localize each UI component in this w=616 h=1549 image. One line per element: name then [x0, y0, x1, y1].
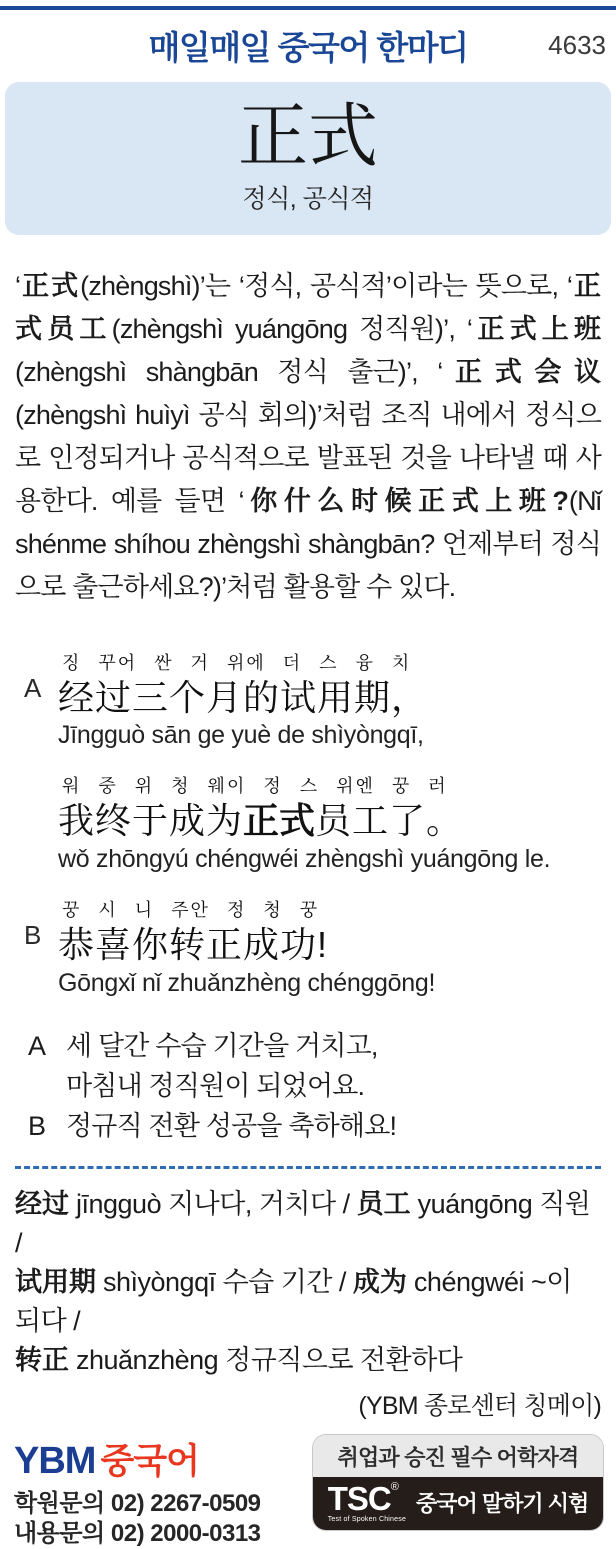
text-segment: yuángōng 직원 / [15, 1188, 591, 1258]
chinese-sentence [58, 798, 616, 845]
korean-pronunciation: 징 꾸어 싼 거 위에 더 스 융 치 [62, 652, 412, 673]
ybm-logo [14, 1434, 261, 1484]
tsc-logo [327, 1479, 407, 1523]
page-title: 매일매일 중국어 한마디 [148, 29, 468, 66]
text-segment: 员工了。 [315, 800, 464, 842]
text-segment: 恭喜你转正成功! [58, 924, 329, 966]
text-segment: jīngguò 지나다, 거치다 / [69, 1188, 357, 1219]
hanzi-emphasis: 转正 [15, 1344, 69, 1375]
tsc-badge [312, 1434, 604, 1531]
text-segment: ‘ [15, 270, 21, 301]
pinyin-line: Jīngguò sān ge yuè de shìyòngqī, [58, 721, 424, 750]
contact-line: 내용문의 02) 2000-0313 [14, 1519, 261, 1547]
text-segment: (Nǐ shénme shíhou zhèngshì shàngbān? 언제부터 정식으로 출근하세요?)’처럼 활용할 수 있다. [15, 485, 601, 602]
speaker-label [28, 1066, 66, 1106]
ybm-logo-text: YBM [14, 1439, 96, 1482]
footer [14, 1434, 604, 1549]
text-segment: shìyòngqī 수습 기간 / [96, 1266, 353, 1297]
tsc-logo-text: TSC [327, 1479, 391, 1517]
hanzi-emphasis: 你什么时候正式上班? [243, 485, 569, 516]
speaker-label: A [24, 672, 42, 703]
contact-lines [14, 1489, 261, 1549]
text-segment: 我终于成为 [58, 800, 244, 842]
dialogue-row [24, 649, 616, 751]
chinese-sentence [58, 922, 616, 969]
word-hanzi: 正式 [238, 95, 378, 177]
issue-number: 4633 [548, 30, 606, 60]
description-paragraph [15, 265, 601, 609]
speaker-label: B [28, 1110, 46, 1141]
translation-text: 정규직 전환 성공을 축하해요! [66, 1110, 397, 1141]
tsc-tagline: 취업과 승진 필수 어학자격 [313, 1435, 603, 1477]
hanzi-emphasis: 成为 [352, 1266, 407, 1297]
vocabulary-line [15, 1185, 601, 1263]
dialogue-row [24, 772, 616, 874]
hanzi-emphasis: 正式会议 [442, 356, 601, 387]
vocabulary-line [15, 1341, 601, 1380]
hanzi-emphasis: 试用期 [15, 1266, 96, 1297]
tsc-label: 중국어 말하기 시험 [416, 1490, 589, 1516]
speaker-label: B [24, 920, 42, 951]
contact-line: 학원문의 02) 2267-0509 [14, 1489, 261, 1517]
pinyin-line: Gōngxǐ nǐ zhuǎnzhèng chénggōng! [58, 968, 436, 997]
chinese-sentence [58, 675, 616, 722]
hanzi-emphasis: 正式上班 [472, 313, 602, 344]
translation-section [28, 1026, 616, 1146]
dialogue-line [58, 772, 616, 874]
registered-mark-icon: ® [390, 1480, 399, 1493]
pinyin-line: wǒ zhōngyú chéngwéi zhèngshì yuángōng le. [58, 845, 551, 874]
korean-pronunciation: 워 중 위 청 웨이 정 스 위엔 꿍 러 [62, 776, 448, 797]
vocabulary-section [15, 1185, 601, 1380]
ybm-logo-chinese: 중국어 [100, 1441, 199, 1481]
translation-row [28, 1106, 616, 1146]
translation-text: 마침내 정직원이 되었어요. [66, 1070, 365, 1101]
word-meaning: 정식, 공식적 [242, 184, 374, 213]
translation-text: 세 달간 수습 기간을 거치고, [66, 1030, 378, 1061]
speaker-label: A [28, 1030, 46, 1061]
tsc-logo-row [313, 1477, 603, 1530]
korean-pronunciation: 꿍 시 니 주안 정 청 꿍 [62, 900, 320, 921]
translation-row [28, 1026, 616, 1066]
text-segment: chéngwéi ~이 되다 / [15, 1266, 572, 1336]
tsc-logo-subtext: Test of Spoken Chinese [327, 1515, 407, 1523]
hanzi-emphasis: 正式 [243, 800, 316, 842]
text-segment: (zhèngshì)’는 ‘정식, 공식적’이라는 뜻으로, ‘ [80, 270, 573, 301]
word-card [5, 82, 611, 235]
vocabulary-line [15, 1263, 601, 1341]
hanzi-emphasis: 员工 [356, 1188, 411, 1219]
hanzi-emphasis: 正式 [20, 270, 81, 301]
credit-line: (YBM 종로센터 칭메이) [358, 1391, 601, 1420]
hanzi-emphasis: 经过 [15, 1188, 69, 1219]
dialogue-section [24, 649, 616, 998]
dialogue-row [24, 896, 616, 998]
text-segment: (zhèngshì huìyì 공식 회의)’처럼 조직 내에서 정식으로 인정되거나 공식적으로 발표된 것을 나타낼 때 사용한다. 예를 들면 ‘ [15, 399, 601, 516]
speaker-label [24, 772, 58, 874]
dialogue-line [58, 896, 616, 998]
translation-row [28, 1066, 616, 1106]
text-segment: (zhèngshì shàngbān 정식 출근)’, ‘ [15, 356, 443, 387]
dialogue-line [58, 649, 616, 751]
text-segment: zhuǎnzhèng 정규직으로 전환하다 [69, 1344, 463, 1375]
header [0, 10, 616, 68]
text-segment: (zhèngshì yuángōng 정직원)’, ‘ [111, 313, 473, 344]
hanzi-emphasis: 正式员工 [15, 270, 602, 344]
text-segment: 经过三个月的试用期， [58, 676, 429, 718]
ybm-contact-block [14, 1434, 261, 1549]
dashed-separator [15, 1166, 601, 1169]
